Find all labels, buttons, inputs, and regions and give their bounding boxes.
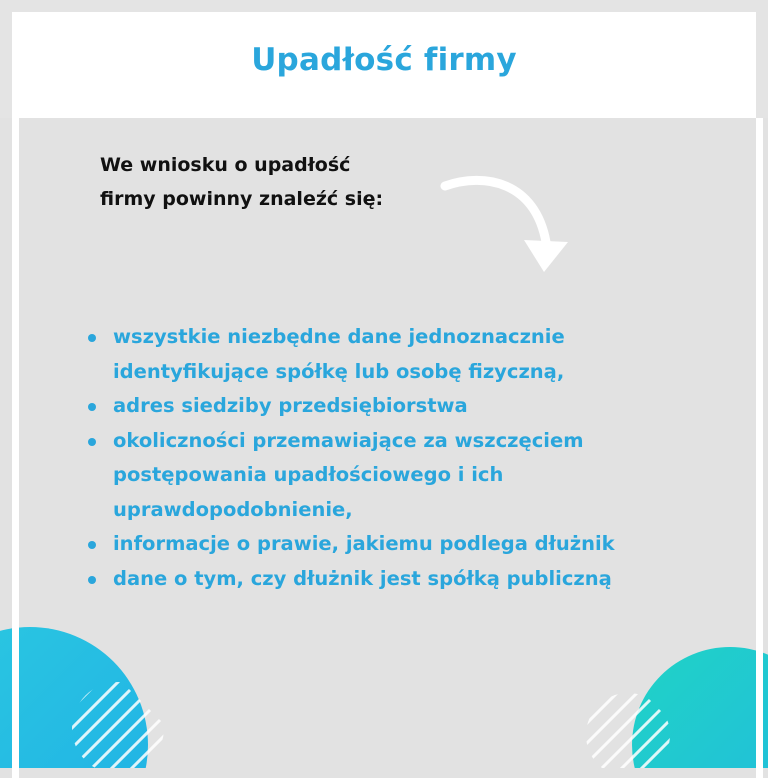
bullet-dot-icon: [88, 541, 96, 549]
list-item-line: wszystkie niezbędne dane jednoznacznie: [113, 325, 565, 348]
intro-line: We wniosku o upadłość: [100, 154, 351, 176]
bullet-dot-icon: [88, 438, 96, 446]
bullet-dot-icon: [88, 403, 96, 411]
list-item-line: informacje o prawie, jakiemu podlega dłużnik: [113, 532, 615, 555]
list-item-line: adres siedziby przedsiębiorstwa: [113, 394, 468, 417]
list-item: [86, 424, 746, 528]
bullet-dot-icon: [88, 334, 96, 342]
intro-text: [100, 148, 480, 216]
curved-arrow-down-icon: [440, 172, 580, 292]
page-title: Upadłość firmy: [251, 42, 517, 78]
list-item: [86, 320, 746, 389]
list-item-line: dane o tym, czy dłużnik jest spółką publiczną: [113, 566, 612, 590]
intro-line: firmy powinny znaleźć się:: [100, 188, 384, 210]
list-item-line: identyfikujące spółkę lub osobę fizyczną,: [113, 359, 565, 383]
list-item: [86, 389, 746, 424]
list-item: [86, 527, 746, 562]
list-item: [86, 562, 746, 597]
bullet-dot-icon: [88, 576, 96, 584]
list-item-line: postępowania upadłościowego i ich: [113, 463, 504, 486]
list-item-line: uprawdopodobnienie,: [113, 497, 353, 521]
list-item-line: okoliczności przemawiające za wszczęciem: [113, 428, 584, 452]
requirements-list: [86, 320, 746, 596]
